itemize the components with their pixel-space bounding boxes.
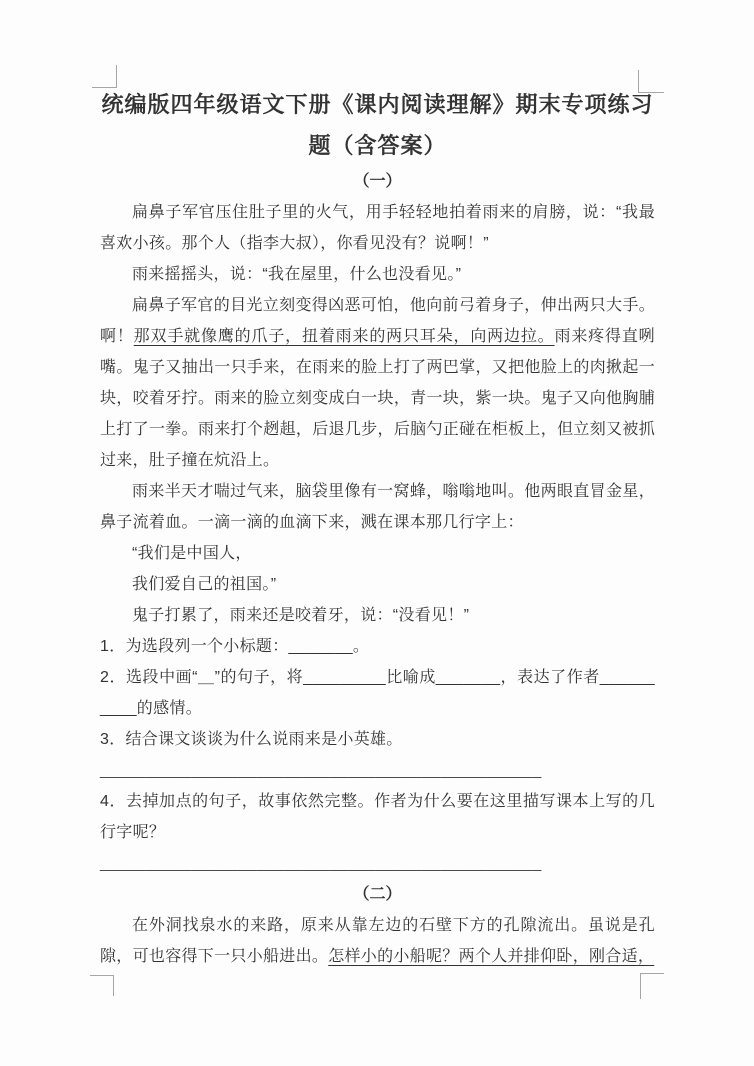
text-boundary-mark-bottom-right xyxy=(640,973,664,999)
passage-paragraph xyxy=(100,290,655,476)
question-4: 4．去掉加点的句子，故事依然完整。作者为什么要在这里描写课本上写的几行字呢？ xyxy=(100,793,655,841)
underlined-sentence: 那双手就像鹰的爪子，扭着雨来的两只耳朵，向两边拉。 xyxy=(133,328,555,345)
paragraph-text: 扁鼻子军官的目光立刻变得凶恶可怕，他向前弓着身子，伸出两只大手。啊！ xyxy=(100,297,655,345)
question-2: 2．选段中画“＿”的句子，将_________比喻成_______，表达了作者__________的感情。 xyxy=(100,669,655,717)
quote-line: 我们爱自己的祖国。” xyxy=(132,576,277,593)
answer-blank-line: ________________________________________________ xyxy=(100,855,542,872)
section-one-heading: （一） xyxy=(353,173,402,190)
document-title: 统编版四年级语文下册《课内阅读理解》期末专项练习题（含答案） xyxy=(101,92,654,158)
quote-line: “我们是中国人， xyxy=(132,545,252,562)
passage-paragraph: 雨来摇摇头，说：“我在屋里，什么也没看见。” xyxy=(132,266,462,283)
passage-paragraph: 扁鼻子军官压住肚子里的火气，用手轻轻地拍着雨来的肩膀，说：“我最喜欢小孩。那个人（指李大叔），你看见没有？说啊！” xyxy=(100,204,655,252)
passage-paragraph: 鬼子打累了，雨来还是咬着牙，说：“没看见！” xyxy=(132,607,470,624)
paragraph-text: 在外洞找泉水的来路，原来从靠左边的石壁下方的孔隙流出。虽说是孔隙，可也容得下一只小船进出。 xyxy=(100,917,655,965)
question-3: 3．结合课文谈谈为什么说雨来是小英雄。 xyxy=(100,731,403,748)
section-two-heading: （二） xyxy=(353,886,402,903)
paragraph-text: 雨来疼得直咧嘴。鬼子又抽出一只手来，在雨来的脸上打了两巴掌，又把他脸上的肉揪起一块，咬着牙拧。雨来的脸立刻变成白一块，青一块，紫一块。鬼子又向他胸脯上打了一拳。雨来打个趔趄，后退几步，后脑勺正碰在柜板上，但立刻又被抓过来，肚子撞在炕沿上。 xyxy=(100,328,655,469)
underlined-sentence: 怎样小的小船呢？两个人并排仰卧，刚合适， xyxy=(328,948,655,965)
passage-paragraph: 雨来半天才喘过气来，脑袋里像有一窝蜂，嗡嗡地叫。他两眼直冒金星，鼻子流着血。一滴一滴的血滴下来，溅在课本那几行字上： xyxy=(100,483,655,531)
passage-paragraph xyxy=(100,910,655,972)
text-boundary-mark-bottom-left xyxy=(90,975,114,996)
text-boundary-mark-top-left xyxy=(92,65,117,88)
text-boundary-mark-top-right xyxy=(638,70,664,93)
question-1: 1．为选段列一个小标题：_______。 xyxy=(100,638,370,655)
answer-blank-line: ________________________________________________ xyxy=(100,762,542,779)
